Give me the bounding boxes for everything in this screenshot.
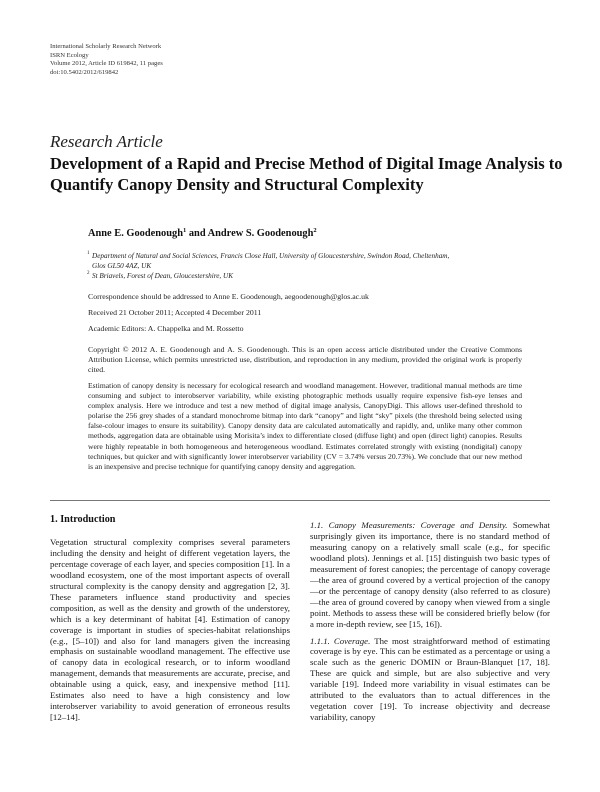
- affiliation-2: [88, 271, 522, 281]
- page-title: Development of a Rapid and Precise Method of Digital Image Analysis to Quantify Canopy Density and Structural Complexity: [50, 154, 563, 194]
- authors: [88, 227, 522, 239]
- left-column: [50, 515, 290, 723]
- volume-line: Volume 2012, Article ID 619842, 11 pages: [50, 60, 163, 68]
- journal-name: International Scholarly Research Network: [50, 43, 162, 50]
- affiliation-1-line1: Department of Natural and Social Sciences, Francis Close Hall, University of Gloucestershire, Swindon Road, Cheltenham,: [92, 252, 450, 260]
- correspondence: Correspondence should be addressed to Anne E. Goodenough, aegoodenough@glos.ac.uk: [88, 292, 369, 301]
- section-divider: [50, 500, 550, 501]
- author-connector: and: [186, 228, 208, 239]
- coverage-paragraph: [310, 636, 550, 724]
- doi: doi:10.5402/2012/619842: [50, 69, 119, 77]
- journal-meta: [50, 43, 350, 78]
- article-type: Research Article: [50, 132, 163, 151]
- affiliations: [88, 251, 522, 281]
- affiliation-2-sup: 2: [87, 271, 90, 276]
- section-heading-introduction: 1. Introduction: [50, 514, 116, 525]
- canopy-measurements-text: Somewhat surprisingly given its importance, there is no standard method of measuring canopy on a relatively small scale (e.g., for specific woodland plots). Jennings et al. [15] distinguish two basic types of measurement of forest canopies; the percentage of canopy coverage—the area of ground covered by a vertical projection of the canopy—or the percentage of canopy density (also referred to as closure)—the area of ground covered by canopy when viewed from a single point. Methods to assess these will be considered briefly below (for a more in-depth review, see [15, 16]).: [310, 520, 550, 629]
- affiliation-1-line2: Glos GL50 4AZ, UK: [92, 262, 152, 270]
- coverage-text: The most straightforward method of estimating coverage is by eye. This can be estimated as a percentage or using a scale such as the generic DOMIN or Braun-Blanquet [17, 18]. These are quick and simple, but are also subjective and very variable [19]. Indeed more variability in visual estimates can be attributed to the evaluators than to actual differences in the vegetation cover [19]. To increase objectivity and decrease variability, canopy: [310, 635, 550, 723]
- academic-editors: Academic Editors: A. Chappelka and M. Rossetto: [88, 324, 244, 333]
- subsection-heading-canopy: 1.1. Canopy Measurements: Coverage and Density.: [310, 520, 508, 530]
- affiliation-1-sup: 1: [87, 251, 90, 256]
- affiliation-1: [88, 251, 522, 261]
- author-1-sup: 1: [183, 227, 187, 234]
- author-2-sup: 2: [313, 227, 317, 234]
- abstract: Estimation of canopy density is necessary for ecological research and woodland management. However, traditional manual methods are time consuming and subject to interobserver variability, while existing photographic methods usually require expensive fish-eye lenses and complex analysis. Here we introduce and test a new method of digital image analysis, CanopyDigi. This allows user-defined threshold to polarise the 256 grey shades of a standard monochrome bitmap into dark “canopy” and light “sky” pixels (the threshold being selected using false-colour images to ensure its suitability). Canopy density data are calculated automatically and rapidly, and, unlike many other common methods, aggregation data are obtainable using Morisita’s index to differentiate closed (diffuse light) and open (direct light) canopies. Results were highly repeatable in both homogeneous and heterogeneous woodland. Estimates correlated strongly with existing (nondigital) canopy techniques, but quicker and with significantly lower interobserver variability (CV = 3.74% versus 20.73%). We conclude that our new method is an inexpensive and precise technique for quantifying canopy density and aggregation.: [88, 381, 522, 471]
- subsection-heading-coverage: 1.1.1. Coverage.: [310, 635, 371, 646]
- copyright-notice: Copyright © 2012 A. E. Goodenough and A. S. Goodenough. This is an open access article distributed under the Creative Commons Attribution License, which permits unrestricted use, distribution, and reproduction in any medium, provided the original work is properly cited.: [88, 345, 522, 374]
- right-column: [310, 520, 550, 723]
- author-1: Anne E. Goodenough: [88, 228, 183, 239]
- intro-paragraph: Vegetation structural complexity comprises several parameters including the density and height of different vegetation layers, the percentage coverage of each layer, and species composition [1]. In a woodland ecosystem, one of the most important aspects of overall structural complexity is the canopy density and aggregation [2, 3]. These parameters influence stand productivity and species composition, as well as the density and growth of the understorey, which is a key determinant of habitat [4]. Estimation of canopy coverage is important in studies of species-habitat relationships (e.g., [5–10]) and also for land managers given the increasing emphasis on sustainable woodland management. The effective use of canopy data in ecological research, or to inform woodland management, demands that measurements are accurate, precise, and obtainable using a quick, easy, and inexpensive method [11]. Estimates also need to have a high consistency and low interobserver variability to avoid generation of erroneous results [12–14].: [50, 536, 290, 723]
- received-dates: Received 21 October 2011; Accepted 4 December 2011: [88, 308, 262, 317]
- journal-title: ISRN Ecology: [50, 51, 89, 59]
- author-2: Andrew S. Goodenough: [207, 228, 314, 239]
- affiliation-2-line1: St Briavels, Forest of Dean, Gloucestershire, UK: [92, 272, 234, 280]
- canopy-measurements-paragraph: [310, 520, 550, 630]
